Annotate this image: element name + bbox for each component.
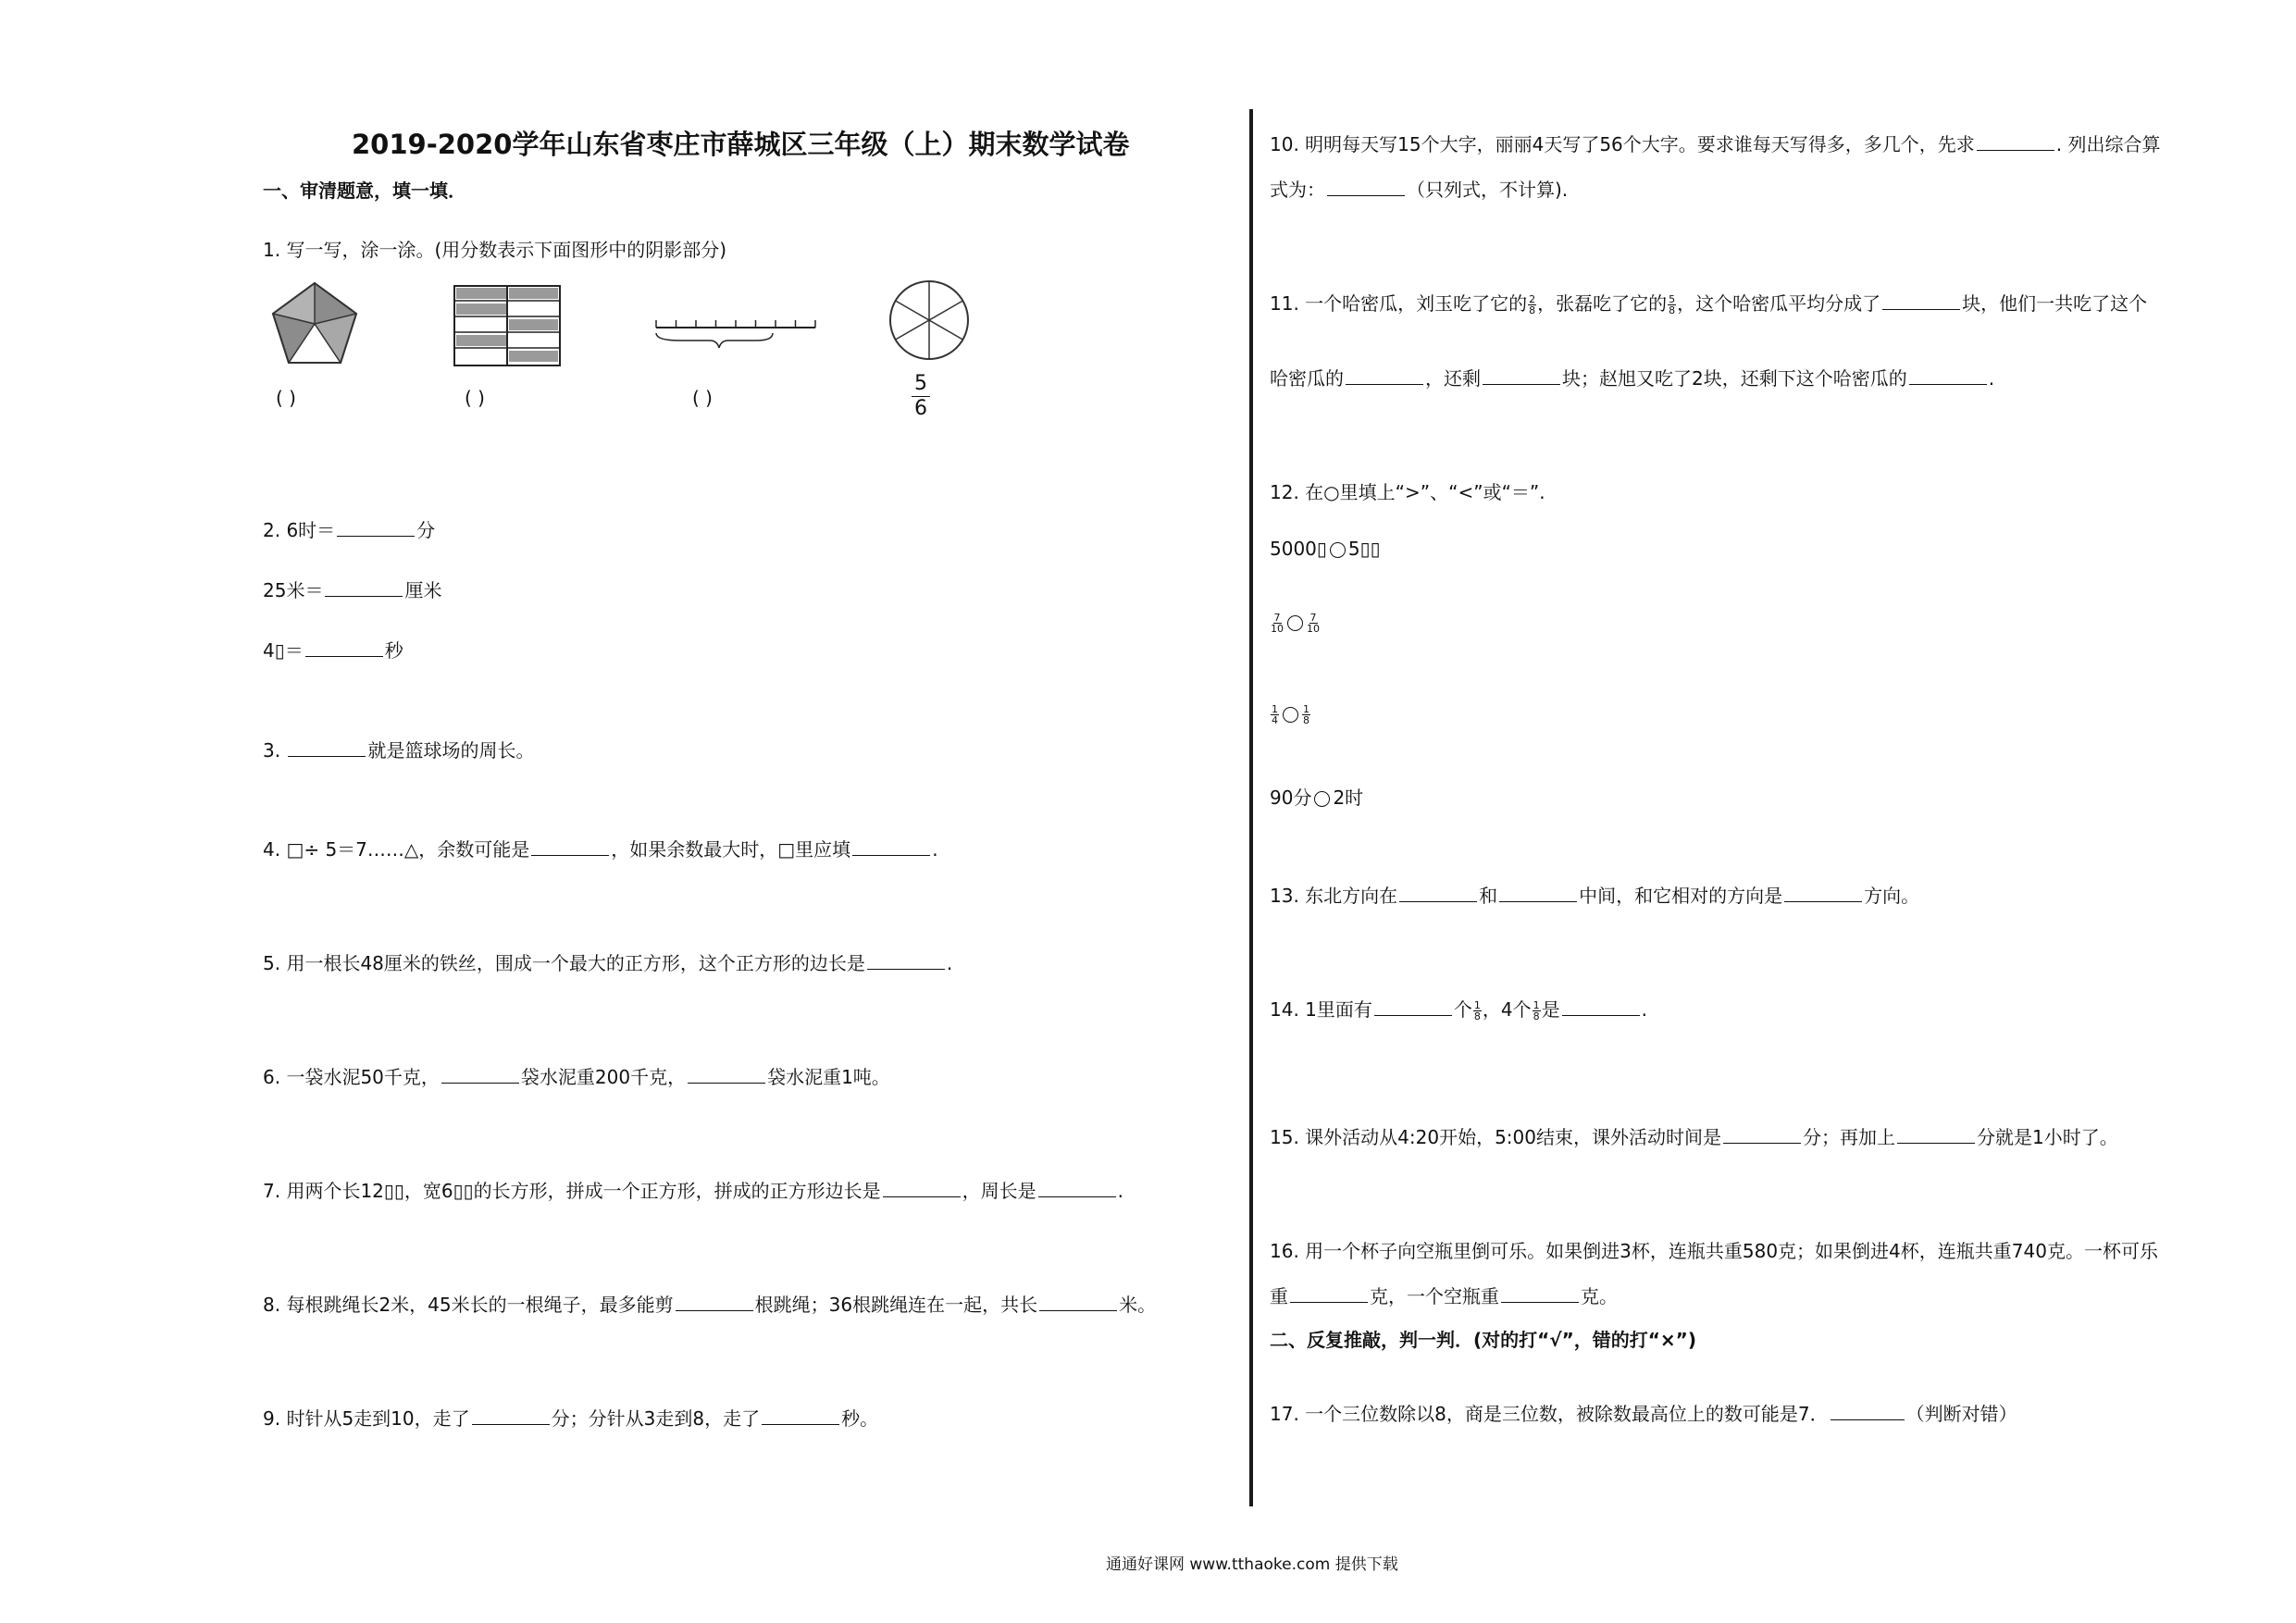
q10-text-2: 式为： [1270, 179, 1325, 201]
q7-blank-2[interactable] [1038, 1180, 1116, 1197]
q14-blank-1[interactable] [1374, 998, 1452, 1016]
q1-answer-blank-3[interactable]: ( ) [692, 387, 713, 409]
q12-a-left: 5000▯ [1270, 538, 1327, 560]
q3-text: 就是篮球场的周长。 [367, 739, 535, 762]
q11-text: 11. 一个哈密瓜，刘玉吃了它的 [1270, 292, 1528, 315]
q14-fraction-1 [1473, 1000, 1482, 1022]
q9-blank-2[interactable] [762, 1407, 839, 1425]
q3-number: 3. [263, 739, 287, 762]
q9-text-end: 秒。 [841, 1407, 879, 1430]
q3-line [263, 736, 534, 762]
q6-text-end: 袋水泥重1吨。 [767, 1066, 890, 1088]
q5-blank[interactable] [867, 952, 945, 970]
q9-line [263, 1404, 878, 1431]
q6-blank-2[interactable] [688, 1066, 765, 1084]
q12-d-circle[interactable] [1314, 791, 1330, 807]
q6-line [263, 1062, 890, 1089]
q14-text-mid3: 是 [1541, 998, 1560, 1021]
q9-text-mid: 分；分针从3走到8，走了 [551, 1407, 761, 1430]
q2-c-unit: 秒 [384, 639, 403, 662]
q12-b-left-fraction [1271, 613, 1284, 634]
q8-line [263, 1290, 1156, 1317]
q1-answer-blank-2[interactable]: ( ) [465, 387, 485, 409]
q12-b-right-fraction [1307, 613, 1320, 634]
q11-fraction-1 [1528, 294, 1536, 316]
q1-circle-fraction [912, 372, 930, 421]
q12-item-a [1270, 538, 1381, 560]
q14-text-mid1: 个 [1453, 998, 1472, 1021]
q12-c-circle[interactable] [1283, 707, 1298, 723]
q11-f2-den: 8 [1669, 304, 1676, 316]
q8-blank-2[interactable] [1039, 1294, 1117, 1311]
q12-c-left-fraction [1271, 704, 1279, 725]
q7-line [263, 1176, 1123, 1203]
q17-text: 17. 一个三位数除以8，商是三位数，被除数最高位上的数可能是7． [1270, 1403, 1829, 1425]
q2-line-b [263, 576, 441, 602]
segment-ruler-figure [652, 313, 819, 353]
q7-blank-1[interactable] [883, 1180, 961, 1197]
q11-blank-3[interactable] [1483, 367, 1560, 385]
q10-text: 10. 明明每天写15个大字，丽丽4天写了56个大字。要求谁每天写得多，多几个，先求 [1270, 133, 1975, 155]
q7-text: 7. 用两个长12▯▯，宽6▯▯的长方形，拼成一个正方形，拼成的正方形边长是 [263, 1180, 881, 1202]
q12-c2-den: 8 [1303, 714, 1309, 726]
q12-c2-num: 1 [1303, 703, 1309, 715]
q13-text-mid1: 和 [1479, 885, 1498, 907]
q8-blank-1[interactable] [676, 1294, 753, 1311]
q4-line [263, 835, 938, 861]
q12-d-right: 2时 [1333, 787, 1364, 809]
q11-blank-2[interactable] [1346, 367, 1423, 385]
q14-fraction-2 [1533, 1000, 1541, 1022]
q6-blank-1[interactable] [441, 1066, 519, 1084]
q12-text: 12. 在○里填上“>”、“<”或“＝”. [1270, 481, 1545, 503]
q11-blank-4[interactable] [1909, 367, 1987, 385]
q11-text-d: 块，他们一共吃了这个 [1962, 292, 2148, 315]
section-1-heading: 一、审清题意，填一填． [263, 180, 466, 202]
q2-a-text: 2. 6时＝ [263, 519, 336, 541]
q11-text-2a: 哈密瓜的 [1270, 367, 1344, 390]
q8-text: 8. 每根跳绳长2米，45米长的一根绳子，最多能剪 [263, 1294, 674, 1316]
column-divider [1249, 109, 1253, 1506]
q14-f1-den: 8 [1473, 1010, 1481, 1022]
q10-line-2 [1270, 175, 1568, 202]
q14-f1-num: 1 [1473, 999, 1481, 1011]
q11-line-1 [1270, 289, 2147, 316]
q11-text-b: ，张磊吃了它的 [1537, 292, 1668, 315]
q13-blank-3[interactable] [1784, 885, 1862, 902]
q2-c-blank[interactable] [305, 639, 383, 657]
q4-text: 4. □÷ 5＝7……△，余数可能是 [263, 838, 530, 861]
q16-text-2b: 克，一个空瓶重 [1370, 1285, 1499, 1307]
q17-line [1270, 1399, 2017, 1426]
q14-blank-2[interactable] [1562, 998, 1640, 1016]
q7-text-end: . [1117, 1180, 1123, 1202]
q8-text-mid: 根跳绳；36根跳绳连在一起，共长 [754, 1294, 1038, 1316]
q16-text-2a: 重 [1270, 1285, 1288, 1307]
section-2-heading: 二、反复推敲，判一判．(对的打“√”，错的打“×”) [1270, 1329, 1696, 1351]
q2-b-text: 25米＝ [263, 579, 324, 601]
q10-blank-1[interactable] [1977, 133, 2054, 151]
q15-text-end: 分就是1小时了。 [1977, 1126, 2118, 1148]
grid-rectangle-figure [453, 285, 561, 366]
q5-text: 5. 用一根长48厘米的铁丝，围成一个最大的正方形，这个正方形的边长是 [263, 952, 865, 974]
q4-blank-1[interactable] [531, 838, 609, 856]
q10-text-2-end: （只列式，不计算). [1407, 179, 1569, 201]
q2-c-text: 4▯＝ [263, 639, 304, 662]
q11-blank-1[interactable] [1882, 292, 1960, 310]
q4-blank-2[interactable] [852, 838, 930, 856]
q11-f2-num: 5 [1669, 293, 1676, 305]
circle-figure [887, 278, 972, 363]
q11-f1-den: 8 [1529, 304, 1536, 316]
q11-text-c: ，这个哈密瓜平均分成了 [1677, 292, 1881, 315]
q12-b-num: 7 [1273, 612, 1281, 624]
q15-blank-2[interactable] [1897, 1126, 1975, 1144]
q12-b-den: 10 [1271, 623, 1284, 635]
q12-c-right-fraction [1302, 704, 1310, 725]
q11-text-2b: ，还剩 [1425, 367, 1481, 390]
q1-text: 1. 写一写，涂一涂。(用分数表示下面图形中的阴影部分) [263, 239, 727, 261]
q4-text-mid: ，如果余数最大时，□里应填 [611, 838, 851, 861]
q15-text: 15. 课外活动从4:20开始，5:00结束，课外活动时间是 [1270, 1126, 1721, 1148]
pentagon-figure [268, 278, 361, 370]
q9-blank-1[interactable] [472, 1407, 550, 1425]
q1-answer-blank-1[interactable]: ( ) [276, 387, 296, 409]
q14-f2-den: 8 [1533, 1010, 1540, 1022]
q2-b-unit: 厘米 [404, 579, 442, 601]
q14-text: 14. 1里面有 [1270, 998, 1372, 1021]
q12-d-left: 90分 [1270, 787, 1312, 809]
q12-b2-den: 10 [1307, 623, 1320, 635]
q10-blank-2[interactable] [1327, 179, 1405, 196]
q15-line [1270, 1122, 2118, 1149]
q1-fraction-denominator: 6 [914, 397, 927, 420]
q12-a-right: 5▯▯ [1347, 538, 1381, 560]
q6-text-mid: 袋水泥重200千克， [520, 1066, 687, 1088]
q14-f2-num: 1 [1533, 999, 1540, 1011]
q2-a-unit: 分 [416, 519, 436, 541]
q13-line [1270, 881, 1919, 908]
page-title: 2019-2020学年山东省枣庄市薛城区三年级（上）期末数学试卷 [352, 129, 1130, 160]
q7-text-mid: ，周长是 [962, 1180, 1036, 1202]
q3-blank[interactable] [288, 739, 366, 757]
q12-item-b [1270, 611, 1321, 634]
q5-line [263, 948, 952, 975]
q11-line-2 [1270, 364, 1994, 390]
q13-text: 13. 东北方向在 [1270, 885, 1398, 907]
q14-text-mid2: ，4个 [1482, 998, 1532, 1021]
q5-text-end: . [946, 952, 953, 974]
q11-fraction-2 [1668, 294, 1676, 316]
q12-item-d [1270, 783, 1363, 810]
q2-line-a [263, 515, 435, 542]
q12-a-circle[interactable] [1330, 542, 1346, 558]
q16-line-1: 16. 用一个杯子向空瓶里倒可乐。如果倒进3杯，连瓶共重580克；如果倒进4杯，连瓶共重740克。一杯可乐 [1270, 1240, 2158, 1262]
q13-blank-2[interactable] [1499, 885, 1577, 902]
q16-blank-1[interactable] [1290, 1285, 1368, 1303]
q10-text-end: . 列出综合算 [2055, 133, 2161, 155]
q4-text-end: . [932, 838, 938, 861]
q15-text-mid: 分；再加上 [1803, 1126, 1895, 1148]
q16-text-2c: 克。 [1581, 1285, 1618, 1307]
q13-blank-1[interactable] [1399, 885, 1477, 902]
q11-text-2c: 块；赵旭又吃了2块，还剩下这个哈密瓜的 [1562, 367, 1907, 390]
q16-blank-2[interactable] [1501, 1285, 1579, 1303]
q13-text-mid2: 中间，和它相对的方向是 [1579, 885, 1783, 907]
q10-line-1 [1270, 130, 2161, 156]
q2-a-blank[interactable] [337, 519, 415, 537]
q14-text-end: . [1641, 998, 1647, 1021]
q11-f1-num: 2 [1529, 293, 1536, 305]
q12-b2-num: 7 [1309, 612, 1317, 624]
q17-text-end: （判断对错） [1905, 1403, 2017, 1425]
q9-text: 9. 时针从5走到10，走了 [263, 1407, 470, 1430]
q14-line [1270, 995, 1647, 1022]
q12-item-c [1270, 702, 1311, 725]
q12-b-circle[interactable] [1287, 615, 1303, 631]
q15-blank-1[interactable] [1723, 1126, 1801, 1144]
page-footer: 通通好课网 www.tthaoke.com 提供下载 [1106, 1555, 1398, 1574]
q1-fraction-numerator: 5 [912, 372, 930, 397]
q12-c-den: 4 [1272, 714, 1278, 726]
q2-line-c [263, 636, 403, 663]
q6-text: 6. 一袋水泥50千克， [263, 1066, 440, 1088]
q2-b-blank[interactable] [325, 579, 403, 597]
q13-text-end: 方向。 [1864, 885, 1920, 907]
q12-c-num: 1 [1272, 703, 1278, 715]
q17-blank[interactable] [1831, 1403, 1905, 1420]
q11-text-2d: . [1988, 367, 1995, 390]
q8-text-end: 米。 [1119, 1294, 1157, 1316]
q16-line-2 [1270, 1282, 1618, 1308]
